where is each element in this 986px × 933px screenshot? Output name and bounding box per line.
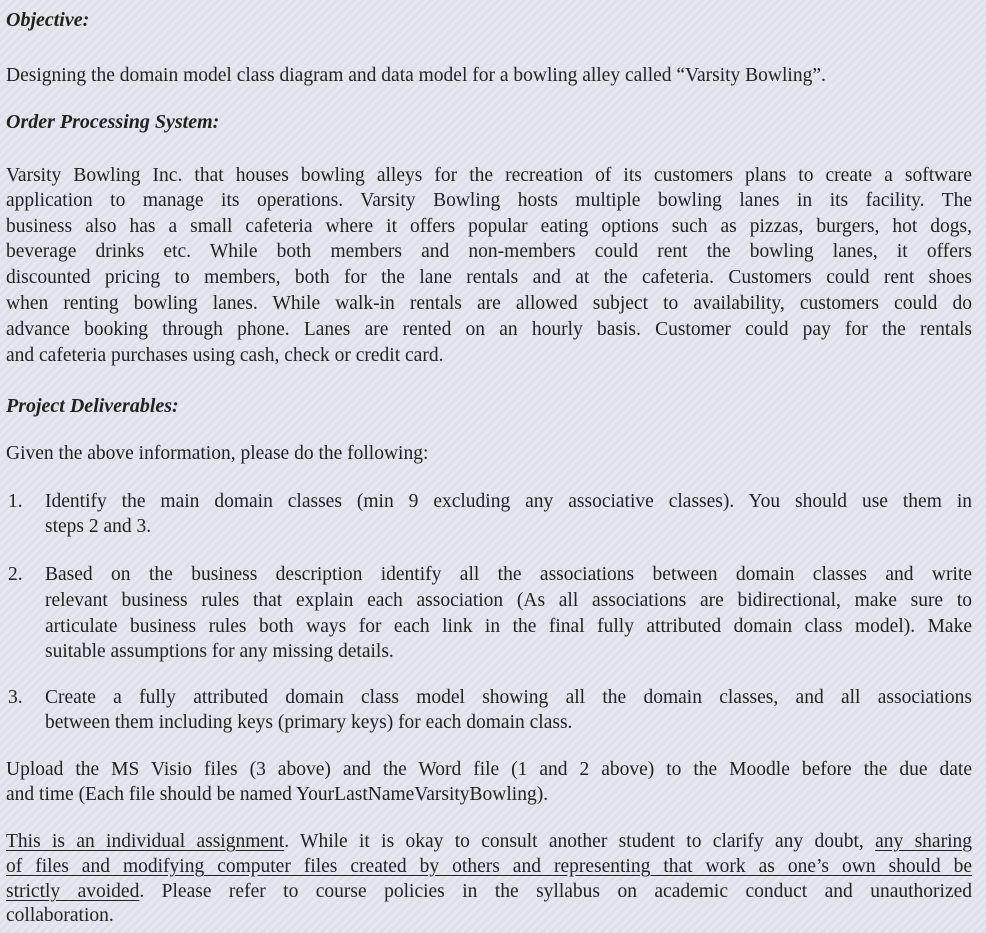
deliverables-intro: Given the above information, please do the following: [6, 443, 429, 464]
upload-line: and time (Each file should be named YourLastNameVarsityBowling). [6, 784, 549, 805]
order-processing-line: Varsity Bowling Inc. that houses bowling alleys for the recreation of its customers plans to create a software [6, 165, 972, 186]
order-processing-line: business also has a small cafeteria where it offers popular eating options such as pizzas, burgers, hot dogs, [6, 216, 972, 237]
item-line: Identify the main domain classes (min 9 excluding any associative classes). You should use them in [45, 491, 972, 512]
item-number: 1. [8, 491, 23, 512]
item-line: steps 2 and 3. [45, 516, 152, 537]
item-number: 2. [8, 564, 23, 585]
individual-assignment-underlined: This is an individual assignment [6, 831, 285, 852]
policy-underlined: of files and modifying computer files created by others and representing that work as one’s own should be [6, 856, 972, 877]
order-processing-line: when renting bowling lanes. While walk-in rentals are allowed subject to availability, customers could do [6, 293, 972, 314]
item-number: 3. [8, 687, 23, 708]
order-processing-line: advance booking through phone. Lanes are rented on an hourly basis. Customer could pay for the rentals [6, 319, 972, 340]
objective-heading: Objective: [6, 9, 90, 31]
policy-underlined: strictly avoided [6, 881, 140, 902]
order-processing-line: application to manage its operations. Varsity Bowling hosts multiple bowling lanes in its facility. The [6, 190, 972, 211]
policy-line-1 [6, 830, 972, 854]
policy-line-3 [6, 880, 972, 904]
policy-line-2 [6, 855, 972, 879]
item-line: Create a fully attributed domain class model showing all the domain classes, and all associations [45, 687, 972, 708]
deliverables-heading: Project Deliverables: [6, 395, 179, 417]
policy-line-4: collaboration. [6, 905, 114, 926]
policy-text: . Please refer to course policies in the syllabus on academic conduct and unauthorized [139, 881, 973, 902]
order-processing-line: beverage drinks etc. While both members and non-members could rent the bowling lanes, it offers [6, 241, 972, 262]
item-line: articulate business rules both ways for each link in the final fully attributed domain class model). Make [45, 616, 972, 637]
item-line: between them including keys (primary keys) for each domain class. [45, 712, 573, 733]
order-processing-heading: Order Processing System: [6, 111, 220, 133]
order-processing-line: discounted pricing to members, both for the lane rentals and at the cafeteria. Customers could rent shoes [6, 267, 972, 288]
item-line: relevant business rules that explain each association (As all associations are bidirectional, make sure to [45, 590, 972, 611]
upload-line: Upload the MS Visio files (3 above) and the Word file (1 and 2 above) to the Moodle before the due date [6, 759, 972, 780]
objective-text: Designing the domain model class diagram and data model for a bowling alley called “Varsity Bowling”. [6, 65, 826, 86]
policy-underlined: any sharing [875, 831, 972, 852]
item-line: Based on the business description identify all the associations between domain classes and write [45, 564, 972, 585]
order-processing-line: and cafeteria purchases using cash, check or credit card. [6, 345, 444, 366]
item-line: suitable assumptions for any missing details. [45, 641, 394, 662]
policy-text: . While it is okay to consult another student to clarify any doubt, [284, 831, 876, 852]
